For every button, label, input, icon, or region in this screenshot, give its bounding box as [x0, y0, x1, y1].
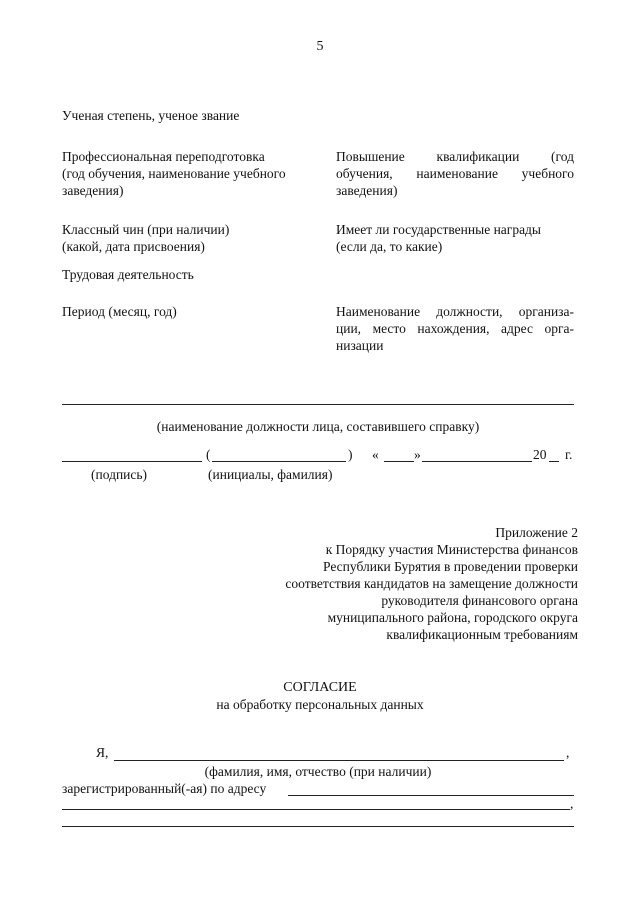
appendix-line: Республики Бурятия в проведении проверки: [323, 559, 578, 574]
work-activity-label: Трудовая деятельность: [62, 267, 194, 282]
retraining-line-2: (год обучения, наименование учебного: [62, 166, 286, 181]
signature-caption: (подпись): [91, 467, 148, 482]
appendix-line: муниципального района, городского округа: [327, 610, 578, 625]
date-quote-open: «: [372, 447, 379, 462]
month-underline: [422, 461, 532, 462]
class-rank-block: [62, 221, 314, 255]
appendix-line: квалификационным требованиям: [386, 627, 578, 642]
address-underline-3: [62, 826, 574, 827]
name-underline: [212, 461, 346, 462]
position-info-line-1: Наименование должности, организа-: [336, 304, 574, 319]
class-rank-line-2: (какой, дата присвоения): [62, 239, 205, 254]
appendix-line: к Порядку участия Министерства финансов: [325, 542, 578, 557]
signature-underline: [62, 461, 202, 462]
position-info-line-3: низации: [336, 338, 384, 353]
name-caption: (инициалы, фамилия): [208, 467, 333, 482]
address-comma: ,: [570, 796, 574, 811]
appendix-line: соответствия кандидатов на замещение должности: [285, 576, 578, 591]
consent-i-label: Я,: [96, 745, 109, 760]
retraining-block: [62, 148, 314, 199]
address-underline-1: [288, 795, 574, 796]
year-suffix: г.: [565, 447, 573, 462]
fio-underline: [114, 760, 564, 761]
awards-block: [336, 221, 574, 255]
fio-caption: (фамилия, имя, отчество (при наличии): [204, 764, 432, 779]
awards-line-2: (если да, то какие): [336, 239, 443, 254]
fio-comma: ,: [566, 745, 570, 760]
day-underline: [384, 461, 414, 462]
class-rank-line-1: Классный чин (при наличии): [62, 222, 230, 237]
position-underline: [62, 404, 574, 405]
address-underline-2: [62, 809, 570, 810]
name-paren-open: (: [206, 447, 211, 462]
retraining-line-1: Профессиональная переподготовка: [62, 149, 265, 164]
appendix-line: Приложение 2: [495, 525, 578, 540]
retraining-line-3: заведения): [62, 183, 124, 198]
consent-title: СОГЛАСИЕ: [283, 680, 357, 695]
qualification-line-2: обучения, наименование учебного: [336, 166, 574, 181]
registered-label: зарегистрированный(-ая) по адресу: [62, 781, 267, 796]
qualification-block: [336, 148, 574, 199]
position-caption: (наименование должности лица, составившего справку): [156, 419, 480, 434]
period-label: Период (месяц, год): [62, 304, 177, 319]
name-paren-close: ): [348, 447, 353, 462]
year-prefix: 20: [533, 447, 547, 462]
year-underline: [549, 461, 559, 462]
date-quote-close: »: [414, 447, 421, 462]
awards-line-1: Имеет ли государственные награды: [336, 222, 541, 237]
qualification-line-1: Повышение квалификации (год: [336, 149, 574, 164]
consent-subtitle: на обработку персональных данных: [216, 697, 424, 712]
appendix-line: руководителя финансового органа: [381, 593, 578, 608]
position-info-block: [336, 303, 574, 354]
degree-label: Ученая степень, ученое звание: [62, 108, 240, 123]
page-number: 5: [316, 39, 324, 54]
qualification-line-3: заведения): [336, 183, 398, 198]
position-info-line-2: ции, место нахождения, адрес орга-: [336, 321, 574, 336]
appendix-block: [200, 524, 578, 643]
